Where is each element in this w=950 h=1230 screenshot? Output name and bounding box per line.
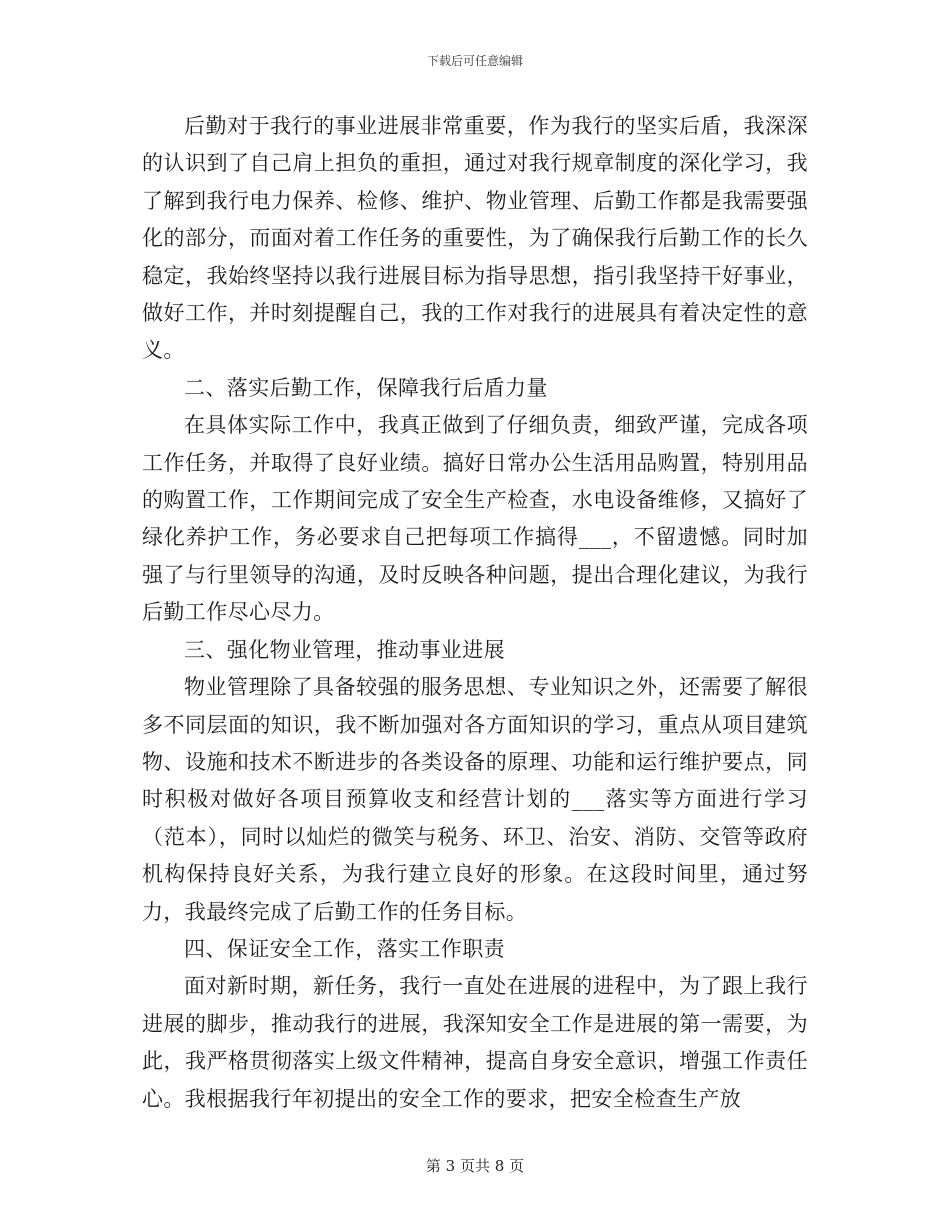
section-heading-4: 四、保证安全工作，落实工作职责 xyxy=(184,936,505,961)
paragraph-logistics-importance: 后勤对于我行的事业进展非常重要，作为我行的坚实后盾，我深深的认识到了自己肩上担负的重担，通过对我行规章制度的深化学习，我了解到我行电力保养、检修、维护、物业管理、后勤工作都是我需要强化的部分，而面对着工作任务的重要性，为了确保我行后勤工作的长久稳定，我始终坚持以我行进展目标为指导思想，指引我坚持干好事业，做好工作，并时刻提醒自己，我的工作对我行的进展具有着决定性的意义。 xyxy=(142,114,808,363)
paragraph-property-management: 物业管理除了具备较强的服务思想、专业知识之外，还需要了解很多不同层面的知识，我不断加强对各方面知识的学习，重点从项目建筑物、设施和技术不断进步的各类设备的原理、功能和运行维护要点，同时积极对做好各项目预算收支和经营计划的___落实等方面进行学习（范本），同时以灿烂的微笑与税务、环卫、治安、消防、交管等政府机构保持良好关系，为我行建立良好的形象。在这段时间里，通过努力，我最终完成了后勤工作的任务目标。 xyxy=(142,675,808,924)
document-body xyxy=(142,108,808,1118)
paragraph-safety-work: 面对新时期，新任务，我行一直处在进展的进程中，为了跟上我行进展的脚步，推动我行的进展，我深知安全工作是进展的第一需要，为此，我严格贯彻落实上级文件精神，提高自身安全意识，增强工作责任心。我根据我行年初提出的安全工作的要求，把安全检查生产放 xyxy=(142,974,808,1111)
section-heading-2: 二、落实后勤工作，保障我行后盾力量 xyxy=(184,375,548,400)
paragraph-logistics-work: 在具体实际工作中，我真正做到了仔细负责，细致严谨，完成各项工作任务，并取得了良好业绩。搞好日常办公生活用品购置，特别用品的购置工作，工作期间完成了安全生产检查，水电设备维修，又搞好了绿化养护工作，务必要求自己把每项工作搞得___，不留遗憾。同时加强了与行里领导的沟通，及时反映各种问题，提出合理化建议，为我行后勤工作尽心尽力。 xyxy=(142,413,808,625)
page-number: 第 3 页共 8 页 xyxy=(425,1157,525,1175)
page-header: 下载后可任意编辑 xyxy=(426,54,523,68)
section-heading-3: 三、强化物业管理，推动事业进展 xyxy=(184,637,505,662)
